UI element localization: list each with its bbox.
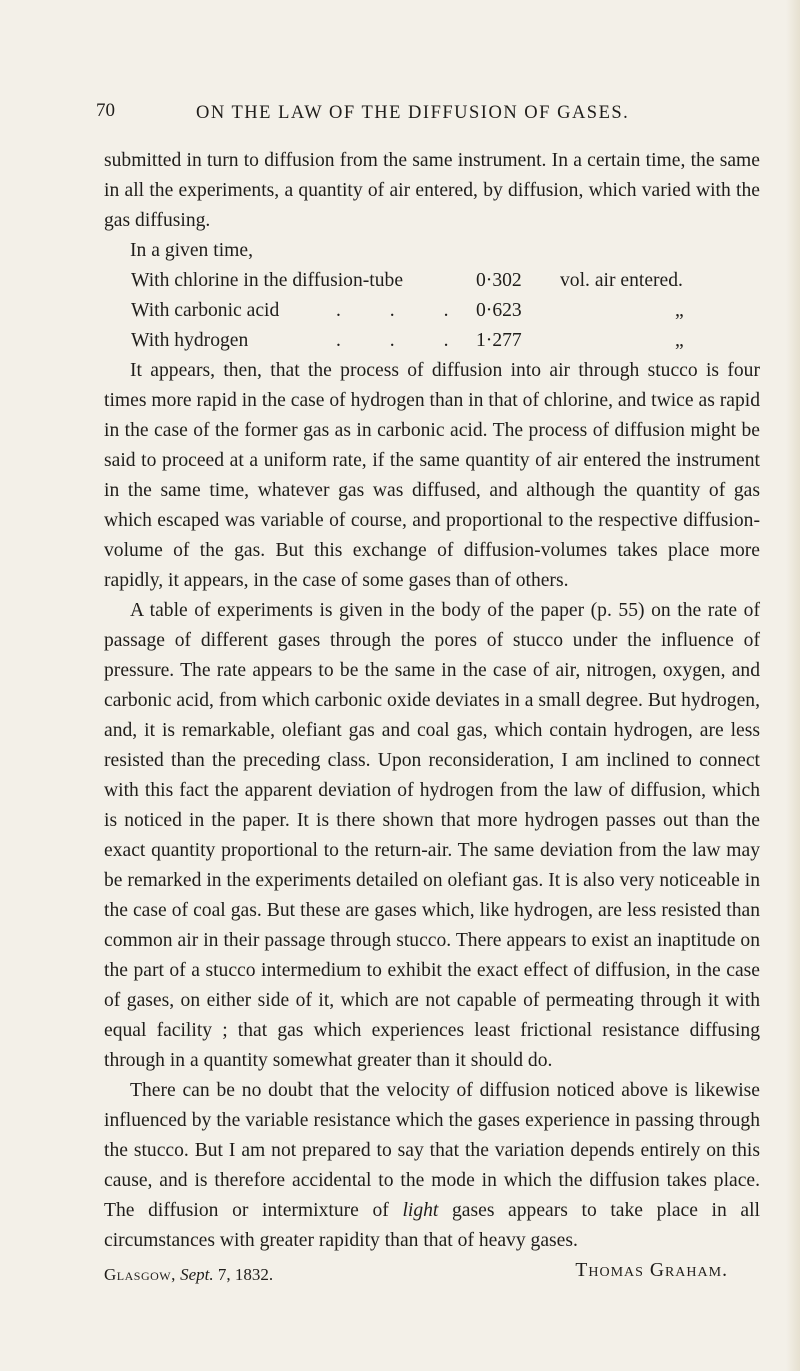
page-edge bbox=[786, 0, 800, 1371]
ditto-mark: „ bbox=[675, 300, 684, 321]
experiment-label: With chlorine in the diffusion-tube bbox=[131, 270, 404, 291]
experiment-value: 0·623 bbox=[476, 300, 522, 321]
signature-row bbox=[104, 1256, 760, 1286]
experiment-row-hydrogen bbox=[104, 326, 760, 356]
experiment-value: 1·277 bbox=[476, 330, 522, 351]
paragraph-continuation: submitted in turn to diffusion from the same instrument. In a certain time, the same in all the experiments, a quantity of air entered, by diffusion, which varied with the gas diffusing. bbox=[104, 150, 760, 231]
date-day-year: 7, 1832. bbox=[217, 1265, 274, 1284]
article-body bbox=[104, 146, 760, 1286]
paragraph-velocity-of-diffusion bbox=[104, 1076, 760, 1256]
author-signature: Thomas Graham. bbox=[575, 1260, 728, 1281]
paragraph-text: gases appears to take place in all circumstances with greater rapidity than that of heavy gases. bbox=[104, 1200, 760, 1251]
running-title: ON THE LAW OF THE DIFFUSION OF GASES. bbox=[196, 103, 630, 123]
experiment-results bbox=[104, 266, 760, 356]
experiment-value: 0·302 bbox=[476, 270, 522, 291]
page-number: 70 bbox=[96, 100, 115, 121]
experiment-label: With hydrogen bbox=[131, 330, 249, 351]
ditto-mark: „ bbox=[675, 330, 684, 351]
experiment-unit: vol. air entered. bbox=[560, 270, 683, 291]
paragraph-given-time: In a given time, bbox=[130, 240, 253, 261]
date-month: Sept. bbox=[180, 1265, 214, 1284]
place-date bbox=[104, 1260, 273, 1290]
place: Glasgow, bbox=[104, 1265, 176, 1284]
paragraph-table-of-experiments: A table of experiments is given in the body of the paper (p. 55) on the rate of passage of different gases through the pores of stucco under the influence of pressure. The rate appears to be the same in the case of air, nitrogen, oxygen, and carbonic acid, from which carbonic oxide deviates in a small degree. But hydrogen, and, it is remarkable, olefiant gas and coal gas, which contain hydrogen, are less resisted than the preceding class. Upon reconsideration, I am inclined to connect with this fact the apparent deviation of hydrogen from the law of diffusion, which is noticed in the paper. It is there shown that more hydrogen passes out than the exact quantity proportional to the return-air. The same deviation from the law may be remarked in the experiments detailed on olefiant gas. It is also very noticeable in the case of coal gas. But these are gases which, like hydrogen, are less resisted than common air in their passage through stucco. There appears to exist an inaptitude on the part of a stucco intermedium to exhibit the exact effect of diffusion, in the case of gases, on either side of it, which are not capable of permeating through it with equal facility ; that gas which experiences least frictional resistance diffusing through in a quantity somewhat greater than it should do. bbox=[104, 600, 760, 1071]
paragraph-text: There can be no doubt that the velocity of diffusion noticed above is likewise influenced by the variable resistance which the gases experience in passing through the stucco. But I am not prepared to say that the variation depends entirely on this cause, and is therefore accidental to the mode in which the diffusion takes place. The diffusion or intermixture of bbox=[104, 1080, 760, 1221]
experiment-label: With carbonic acid bbox=[131, 300, 280, 321]
experiment-row-carbonic-acid bbox=[104, 296, 760, 326]
experiment-row-chlorine bbox=[104, 266, 760, 296]
leader-dots: . . . bbox=[336, 330, 471, 351]
paragraph-rate-of-diffusion: It appears, then, that the process of diffusion into air through stucco is four times more rapid in the case of hydrogen than in that of chlorine, and twice as rapid in the case of the former gas as in carbonic acid. The process of diffusion might be said to proceed at a uniform rate, if the same quantity of air entered the instrument in the same time, whatever gas was diffused, and although the quantity of gas which escaped was variable of course, and proportional to the respective diffusion-volume of the gas. But this exchange of diffusion-volumes takes place more rapidly, it appears, in the case of some gases than of others. bbox=[104, 360, 760, 591]
emphasis-light: light bbox=[402, 1200, 439, 1221]
leader-dots: . . . bbox=[336, 300, 471, 321]
